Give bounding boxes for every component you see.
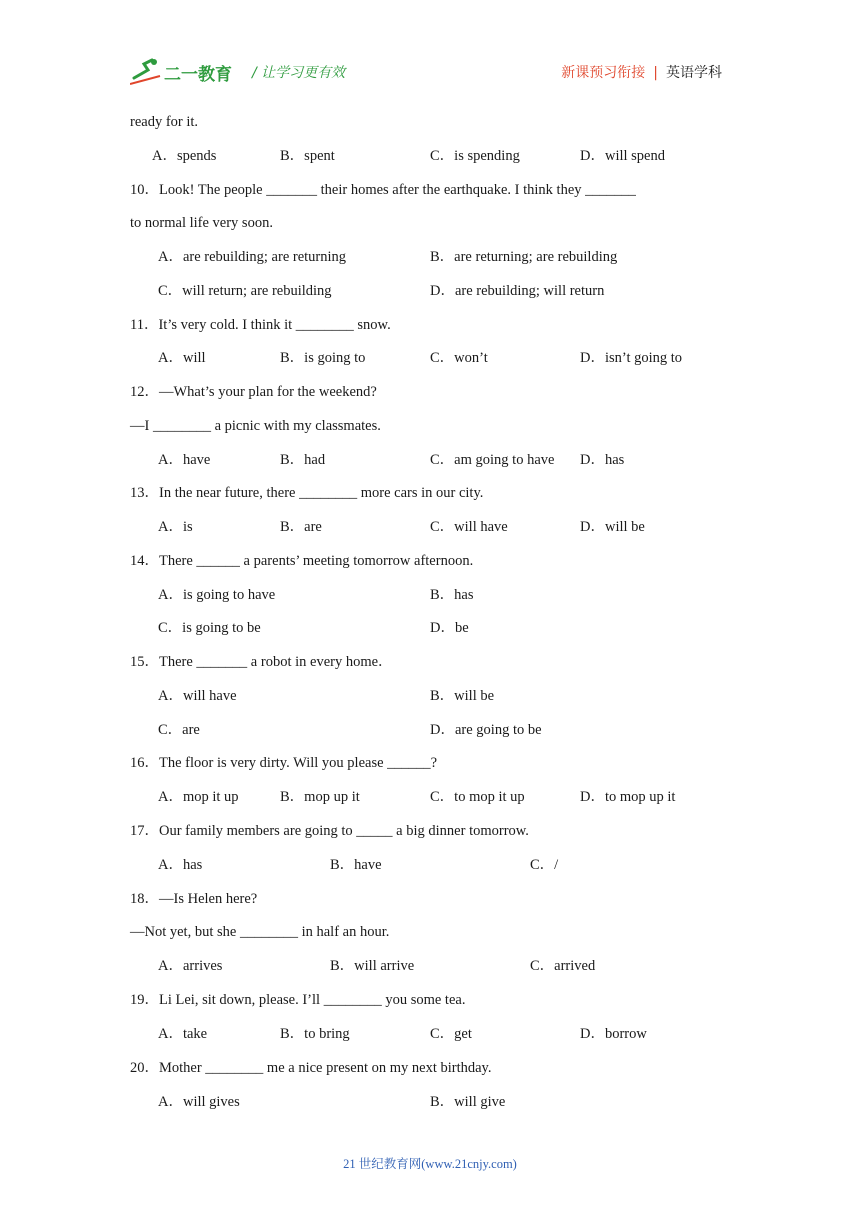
question-text: 18．—Is Helen here?	[130, 891, 258, 907]
option-d: D．are going to be	[430, 722, 542, 738]
option-a: A．arrives	[158, 958, 223, 974]
question-text: 15．There _______ a robot in every home．	[130, 654, 393, 670]
option-c: C．arrived	[530, 958, 596, 974]
option-b: B．will arrive	[330, 958, 415, 974]
question-text: —Not yet, but she ________ in half an hour.	[130, 924, 390, 940]
option-b: B．has	[430, 587, 474, 603]
option-d: D．are rebuilding; will return	[430, 283, 605, 299]
option-b: B．spent	[280, 148, 335, 164]
header-separator: |	[653, 65, 658, 81]
option-b: B．to bring	[280, 1026, 350, 1042]
option-c: C．am going to have	[430, 452, 555, 468]
option-a: A．will have	[158, 688, 237, 704]
option-a: A．has	[158, 857, 203, 873]
question-text: 11．It’s very cold. I think it ________ snow.	[130, 317, 391, 333]
page-footer: 21 世纪教育网(www.21cnjy.com)	[343, 1157, 517, 1171]
option-b: B．is going to	[280, 350, 366, 366]
question-text: 13．In the near future, there ________ more cars in our city.	[130, 485, 484, 501]
option-d: D．be	[430, 620, 469, 636]
option-c: C．is spending	[430, 148, 520, 164]
promo-text: 新课预习衔接	[561, 65, 646, 81]
option-b: B．had	[280, 452, 326, 468]
subject-label: 英语学科	[666, 65, 722, 81]
option-c: C．will have	[430, 519, 508, 535]
option-c: C．won’t	[430, 350, 488, 366]
slogan: / 让学习更有效	[252, 65, 346, 81]
question-text: 20．Mother ________ me a nice present on my next birthday.	[130, 1060, 492, 1076]
logo-text: 二一教育	[164, 65, 232, 85]
option-a: A．is going to have	[158, 587, 276, 603]
option-d: D．will spend	[580, 148, 665, 164]
option-c: C．are	[158, 722, 200, 738]
option-c: C．/	[530, 857, 559, 873]
question-text: 14．There ______ a parents’ meeting tomorrow afternoon.	[130, 553, 474, 569]
option-c: C．get	[430, 1026, 472, 1042]
question-text: 10．Look! The people _______ their homes after the earthquake. I think they _______	[130, 182, 636, 198]
option-a: A．have	[158, 452, 211, 468]
option-b: B．mop up it	[280, 789, 360, 805]
question-text: 19．Li Lei, sit down, please. I’ll ________ you some tea.	[130, 992, 466, 1008]
question-text: 16．The floor is very dirty. Will you please ______?	[130, 755, 438, 771]
option-d: D．will be	[580, 519, 645, 535]
option-b: B．are returning; are rebuilding	[430, 249, 618, 265]
page-header	[0, 0, 860, 100]
question-text: ready for it.	[130, 114, 199, 130]
logo-icon	[130, 56, 242, 88]
option-b: B．will give	[430, 1094, 506, 1110]
option-d: D．borrow	[580, 1026, 647, 1042]
option-d: D．has	[580, 452, 625, 468]
option-a: A．mop it up	[158, 789, 239, 805]
option-b: B．will be	[430, 688, 495, 704]
option-a: A．will gives	[158, 1094, 240, 1110]
option-a: A．spends	[152, 148, 217, 164]
option-a: A．is	[158, 519, 193, 535]
option-a: A．will	[158, 350, 206, 366]
option-c: C．will return; are rebuilding	[158, 283, 332, 299]
option-a: A．are rebuilding; are returning	[158, 249, 347, 265]
option-b: B．have	[330, 857, 382, 873]
header-right	[561, 62, 722, 82]
question-text: to normal life very soon.	[130, 215, 273, 231]
option-c: C．to mop it up	[430, 789, 525, 805]
question-text: 17．Our family members are going to _____ a big dinner tomorrow.	[130, 823, 529, 839]
question-text: —I ________ a picnic with my classmates.	[130, 418, 381, 434]
option-c: C．is going to be	[158, 620, 261, 636]
question-text: 12．—What’s your plan for the weekend?	[130, 384, 377, 400]
option-d: D．isn’t going to	[580, 350, 683, 366]
option-b: B．are	[280, 519, 322, 535]
option-d: D．to mop up it	[580, 789, 676, 805]
option-a: A．take	[158, 1026, 208, 1042]
